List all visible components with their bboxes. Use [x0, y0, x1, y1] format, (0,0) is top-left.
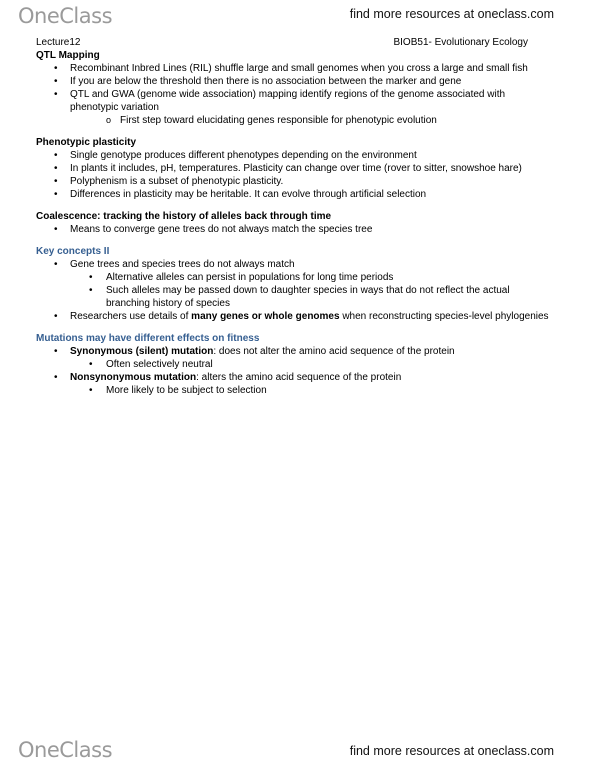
list-item: • Polyphenism is a subset of phenotypic plasticity. — [36, 175, 556, 188]
list-item: • If you are below the threshold then there is no association between the marker and gene — [36, 75, 556, 88]
list-item — [36, 310, 556, 323]
sub-list-item: • More likely to be subject to selection — [36, 384, 556, 397]
bold-text-run: many genes or whole genomes — [191, 311, 340, 322]
text-run: : does not alter the amino acid sequence of the protein — [213, 346, 455, 357]
resources-link[interactable]: find more resources at oneclass.com — [349, 7, 554, 21]
section-heading-key-concepts: Key concepts II — [36, 246, 110, 257]
list-item: • Gene trees and species trees do not always match — [36, 258, 556, 271]
doc-header-row — [36, 36, 556, 49]
bold-text-run: Nonsynonymous mutation — [70, 372, 197, 383]
plasticity-list — [36, 149, 556, 201]
oneclass-logo: OneClass — [18, 4, 113, 28]
sub-list-item: • Such alleles may be passed down to daughter species in ways that do not reflect the actual branching history of species — [36, 284, 556, 310]
lecture-label: Lecture12 — [36, 37, 81, 48]
coalescence-list — [36, 223, 556, 236]
list-item: • QTL and GWA (genome wide association) mapping identify regions of the genome associated with phenotypic variation — [36, 88, 556, 114]
text-run: Researchers use details of — [70, 311, 192, 322]
section-heading-coalescence: Coalescence: tracking the history of alleles back through time — [36, 211, 332, 222]
list-item — [36, 345, 556, 358]
section-heading-qtl: QTL Mapping — [36, 50, 100, 61]
bold-text-run: Synonymous (silent) mutation — [70, 346, 214, 357]
text-run: : alters the amino acid sequence of the protein — [196, 372, 402, 383]
oneclass-logo-footer: OneClass — [18, 738, 113, 762]
list-item: • Differences in plasticity may be heritable. It can evolve through artificial selection — [36, 188, 556, 201]
list-item: • Recombinant Inbred Lines (RIL) shuffle large and small genomes when you cross a large and small fish — [36, 62, 556, 75]
list-item — [36, 371, 556, 384]
sub-list-item: o First step toward elucidating genes responsible for phenotypic evolution — [36, 114, 556, 127]
key-concepts-list — [36, 258, 556, 323]
section-heading-mutations: Mutations may have different effects on fitness — [36, 333, 260, 344]
list-item: • Single genotype produces different phenotypes depending on the environment — [36, 149, 556, 162]
list-item: • In plants it includes, pH, temperatures. Plasticity can change over time (rover to sitter, snowshoe hare) — [36, 162, 556, 175]
course-label: BIOB51- Evolutionary Ecology — [393, 37, 528, 48]
sub-list-item: • Alternative alleles can persist in populations for long time periods — [36, 271, 556, 284]
text-run: when reconstructing species-level phylogenies — [339, 311, 549, 322]
resources-link-footer[interactable]: find more resources at oneclass.com — [349, 744, 554, 758]
mutations-list — [36, 345, 556, 397]
section-heading-plasticity: Phenotypic plasticity — [36, 137, 137, 148]
qtl-list — [36, 62, 556, 127]
document-body — [36, 36, 556, 397]
list-item: • Means to converge gene trees do not always match the species tree — [36, 223, 556, 236]
sub-list-item: • Often selectively neutral — [36, 358, 556, 371]
